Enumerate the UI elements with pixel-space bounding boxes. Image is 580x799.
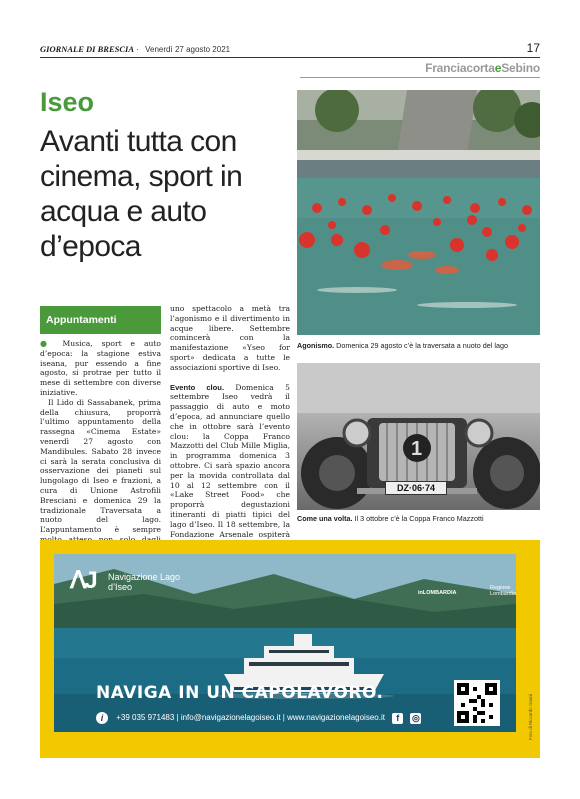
- swimming-photo: [297, 90, 540, 335]
- header-rule: [40, 57, 540, 58]
- ad-website[interactable]: www.navigazionelagoiseo.it: [287, 713, 385, 723]
- paragraph-1-text: Musica, sport e auto d’epoca: la stagione estiva iseana, pur essendo a fine agosto, si protrae per tutto il mese di settembre con diverse iniziative.: [40, 339, 161, 397]
- photo1-caption-lead: Agonismo.: [297, 341, 335, 350]
- photo1-caption-text: Domenica 29 agosto c’è la traversata a nuoto del lago: [334, 341, 508, 350]
- paragraph-4-lead: Evento clou.: [170, 382, 225, 392]
- license-plate: DZ·06·74: [385, 481, 447, 495]
- ad-brand-name: Navigazione Lago d’Iseo: [108, 572, 181, 592]
- instagram-icon[interactable]: ◎: [411, 712, 420, 723]
- photo2-caption-lead: Come una volta.: [297, 514, 353, 523]
- svg-text:1: 1: [411, 438, 423, 460]
- bullet-icon: ●: [40, 339, 63, 348]
- paragraph-2: Il Lido di Sassabanek, prima della chiusura, proporrà l’ultimo appuntamento della rassegna «Cinema Estate» venerdì 27 agosto con Mandibules. Sabato 28 invece ci sarà la serata conclusiva di osservazione dei pianeti sul lungolago di Iseo e frazioni, a cura di Unione Astrofili Bresciani e domenica 29 la tradizionale Traversata a nuoto del lago. L’appuntamento è sempre: [40, 397, 161, 535]
- section-rule: [300, 77, 540, 78]
- paragraph-3: uno spettacolo a metà tra l’agonismo e il divertimento in acque libere. Settembre comincerà con la manifestazione «Yseo for sport» dedicata a tutte le associazioni sportive di Iseo.: [170, 304, 290, 372]
- inlombardia-logo: inLOMBARDIA: [418, 590, 457, 596]
- ad-contacts: i +39 035 971483 | info@navigazionelagoiseo.it | www.navigazionelagoiseo.it f ◎: [96, 712, 421, 724]
- issue-date: Venerdì 27 agosto 2021: [145, 45, 231, 54]
- page-number: 17: [526, 41, 540, 55]
- info-icon: i: [96, 712, 108, 724]
- vintage-car-photo: [297, 363, 540, 510]
- article-column-2: [170, 304, 290, 569]
- paragraph-1: [40, 339, 161, 398]
- article-title: Avanti tutta con cinema, sport in acqua e auto d’epoca: [40, 125, 243, 263]
- facebook-icon[interactable]: f: [392, 713, 403, 724]
- photo2-caption-text: Il 3 ottobre c’è la Coppa Franco Mazzotti: [352, 514, 484, 523]
- page-header: GIORNALE DI BRESCIA · Venerdì 27 agosto 2021 17: [40, 41, 540, 55]
- qr-code[interactable]: [454, 680, 500, 726]
- ad-logo: [70, 567, 181, 594]
- section-part3: Sebino: [501, 61, 540, 75]
- article-kicker: Iseo: [40, 87, 95, 117]
- ad-phone[interactable]: +39 035 971483: [116, 713, 175, 723]
- ad-logo-icon: ꓥJ: [70, 567, 96, 594]
- article-column-1: [40, 339, 161, 564]
- paragraph-4-text: Domenica 5 settembre Iseo vedrà il passaggio di auto e moto d’epoca, ad annunciare quello che in ottobre sarà l’evento clou: la Coppa Franco Mazzotti del Club Mille Miglia, in programma domenica 3 ottobre. Ci sarà spazio ancora per la movida controllata dal 10 al 12 settembre con il «Lake Street Food» che proporrà degustazioni itineranti di piatti tipici del lago d’Iseo. Il 18 settembre, la Fondazione Arsenale ospiterà: [170, 382, 290, 539]
- section-part1: Franciacorta: [425, 61, 495, 75]
- section-label: [425, 61, 540, 75]
- section-part2: e: [494, 61, 502, 75]
- ad-slogan: NAVIGA IN UN CAPOLAVORO.: [96, 683, 384, 703]
- ad-email[interactable]: info@navigazionelagoiseo.it: [180, 713, 281, 723]
- box-label: Appuntamenti: [40, 306, 161, 334]
- newspaper-name: GIORNALE DI BRESCIA: [40, 44, 135, 54]
- photo-credit: Foto di Riccardo Gnani: [528, 693, 533, 740]
- photo1-caption: [297, 341, 540, 350]
- regione-logo: Regione Lombardia: [490, 585, 516, 597]
- advertisement[interactable]: [40, 540, 540, 758]
- photo2-caption: [297, 514, 540, 523]
